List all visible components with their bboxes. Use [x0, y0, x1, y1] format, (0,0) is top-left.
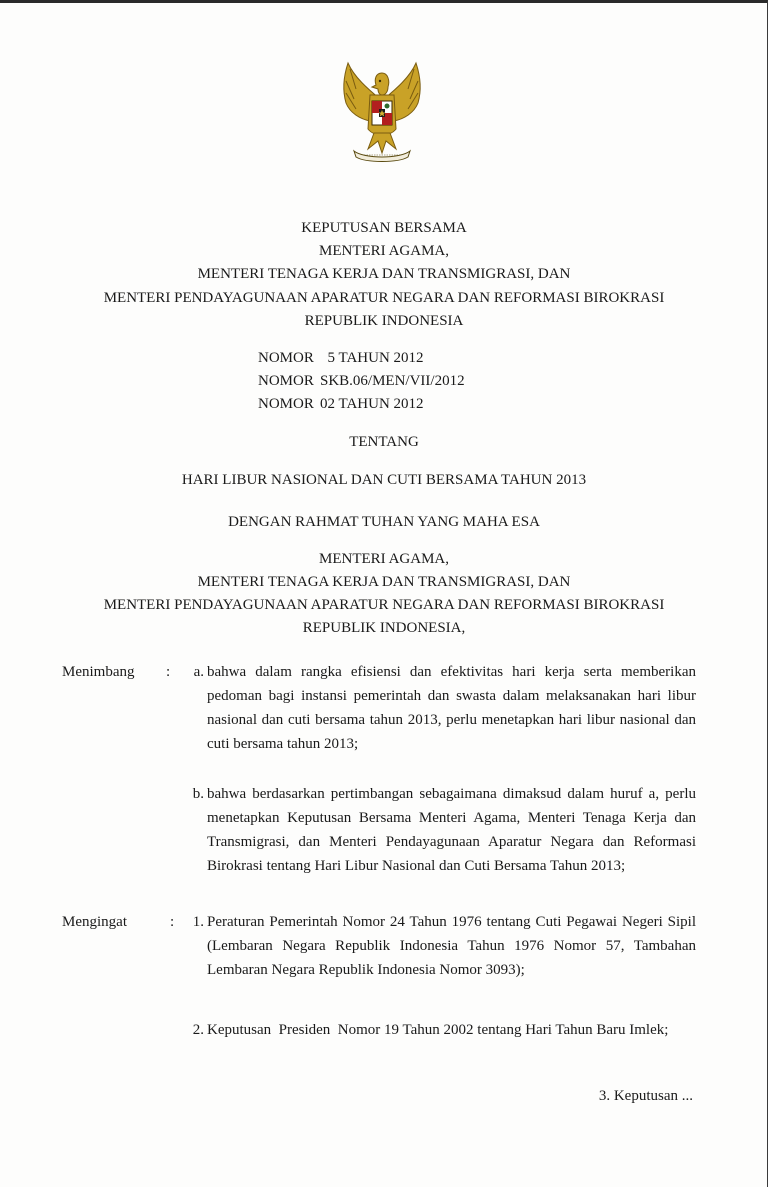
decree-subject: HARI LIBUR NASIONAL DAN CUTI BERSAMA TAHUN 2013: [181, 472, 587, 488]
header-line: MENTERI PENDAYAGUNAAN APARATUR NEGARA DAN REFORMASI BIROKRASI: [103, 290, 665, 306]
decree-number-value: SKB.06/MEN/VII/2012: [320, 373, 465, 389]
header-line: MENTERI AGAMA,: [319, 243, 449, 259]
tentang-heading: TENTANG: [349, 434, 419, 450]
decree-number-label: NOMOR: [258, 350, 314, 366]
official-line: REPUBLIK INDONESIA,: [302, 620, 466, 636]
decree-number: [258, 370, 465, 392]
menimbang-item-b: bahwa berdasarkan pertimbangan sebagaimana dimaksud dalam huruf a, perlu menetapkan Keputusan Bersama Menteri Agama, Menteri Tenaga Kerja dan Transmigrasi, dan Menteri Pendayagunaan Aparatur Negara dan Reformasi Birokrasi tentang Hari Libur Nasional dan Cuti Bersama Tahun 2013;: [207, 786, 696, 874]
menimbang-colon: :: [166, 664, 171, 680]
header-line: REPUBLIK INDONESIA: [304, 313, 464, 329]
invocation: DENGAN RAHMAT TUHAN YANG MAHA ESA: [228, 514, 540, 530]
mengingat-label: Mengingat: [62, 914, 127, 930]
item-marker: 1.: [192, 914, 204, 930]
garuda-pancasila-emblem: [334, 59, 430, 165]
decree-number-label: NOMOR: [258, 396, 314, 412]
official-line: MENTERI TENAGA KERJA DAN TRANSMIGRASI, DAN: [197, 574, 571, 590]
item-marker: 2.: [192, 1022, 204, 1038]
mengingat-colon: :: [170, 914, 175, 930]
header-line: MENTERI TENAGA KERJA DAN TRANSMIGRASI, DAN: [197, 266, 571, 282]
decree-number: [258, 347, 424, 369]
menimbang-item-a: bahwa dalam rangka efisiensi dan efektivitas hari kerja serta memberikan pedoman bagi instansi pemerintah dan swasta dalam melaksanakan hari libur nasional dan cuti bersama tahun 2013, perlu menetapkan hari libur nasional dan cuti bersama tahun 2013;: [207, 664, 696, 752]
item-marker: a.: [193, 664, 204, 680]
official-line: MENTERI PENDAYAGUNAAN APARATUR NEGARA DAN REFORMASI BIROKRASI: [103, 597, 665, 613]
mengingat-item-2: Keputusan Presiden Nomor 19 Tahun 2002 tentang Hari Tahun Baru Imlek;: [207, 1022, 669, 1038]
mengingat-item-1: Peraturan Pemerintah Nomor 24 Tahun 1976 tentang Cuti Pegawai Negeri Sipil (Lembaran Negara Republik Indonesia Tahun 1976 Nomor 57, Tambahan Lembaran Negara Republik Indonesia Nomor 3093);: [207, 914, 696, 978]
menimbang-label: Menimbang: [62, 664, 135, 680]
page-continuation: 3. Keputusan ...: [598, 1088, 693, 1104]
decree-number: [258, 393, 424, 415]
header-line: KEPUTUSAN BERSAMA: [301, 220, 467, 236]
decree-number-value: 02 TAHUN 2012: [320, 396, 424, 412]
decree-number-label: NOMOR: [258, 373, 314, 389]
official-line: MENTERI AGAMA,: [319, 551, 449, 567]
decree-number-value: 5 TAHUN 2012: [320, 350, 424, 366]
item-marker: b.: [192, 786, 204, 802]
